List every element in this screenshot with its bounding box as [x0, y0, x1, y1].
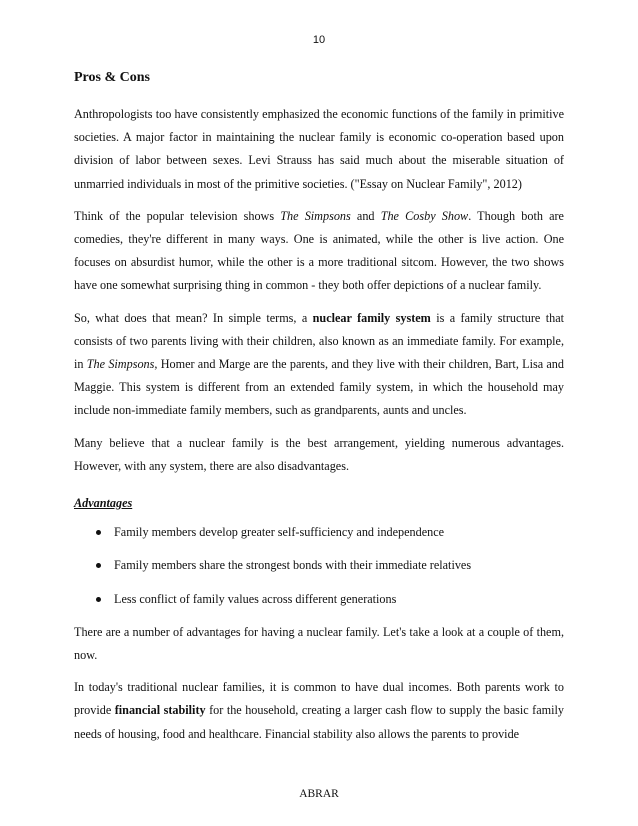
show-title-simpsons: The Simpsons [86, 357, 155, 372]
paragraph-anthropologists: Anthropologists too have consistently emphasized the economic functions of the family in primitive societies. A major factor in maintaining the nuclear family is economic co-operation based upon division of labor between sexes. Levi Strauss has said much about the miserable situation of unmarried individuals in most of the primitive societies. ("Essay on Nuclear Family", 2012) [74, 107, 564, 191]
list-item [74, 588, 564, 611]
list-item-text: Family members develop greater self-sufficiency and independence [114, 525, 445, 540]
text-run: for the household, creating a larger cash flow to supply the basic family needs of housing, food and healthcare. Financial stability also allows the parents to provide [74, 703, 564, 741]
text-run: . Though both are comedies, they're different in many ways. One is animated, while the other is live action. One focuses on absurdist humor, while the other is a more traditional sitcom. However, the two shows have one somewhat surprising thing in common - they both offer depictions of a nuclear family. [74, 208, 564, 293]
text-run: is a family structure that consists of two parents living with their children, also known as an immediate family. For example, in [74, 310, 564, 372]
bullet-icon [96, 597, 101, 602]
paragraph-definition [74, 307, 564, 423]
paragraph-advantages-intro: There are a number of advantages for having a nuclear family. Let's take a look at a couple of them, now. [74, 624, 564, 663]
advantages-list [74, 521, 564, 611]
paragraph-dual-incomes [74, 676, 564, 746]
list-item [74, 521, 564, 544]
list-item [74, 554, 564, 577]
list-item-text: Less conflict of family values across different generations [114, 591, 397, 606]
advantages-heading: Advantages [74, 496, 133, 511]
term-financial-stability: financial stability [114, 703, 206, 718]
term-nuclear-family-system: nuclear family system [312, 310, 431, 325]
bullet-icon [96, 563, 101, 568]
bullet-icon [96, 530, 101, 535]
page-number: 10 [312, 34, 326, 46]
page-footer: ABRAR [299, 788, 339, 800]
body-text [74, 103, 564, 755]
list-item-text: Family members share the strongest bonds with their immediate relatives [114, 558, 472, 573]
show-title-simpsons: The Simpsons [280, 208, 351, 223]
text-run: In today's traditional nuclear families, it is common to have dual incomes. Both parents work to provide [74, 680, 564, 718]
show-title-cosby: The Cosby Show [380, 208, 469, 223]
text-run: and [350, 208, 381, 223]
paragraph-arrangement: Many believe that a nuclear family is the best arrangement, yielding numerous advantages. However, with any system, there are also disadvantages. [74, 435, 564, 473]
text-run: , Homer and Marge are the parents, and they live with their children, Bart, Lisa and Maggie. This system is different from an extended family system, in which the household may include non-immediate family members, such as grandparents, aunts and uncles. [74, 357, 564, 418]
paragraph-tv-shows [74, 205, 564, 298]
text-run: Think of the popular television shows [74, 208, 281, 223]
text-run: So, what does that mean? In simple terms, a [74, 310, 313, 325]
section-heading: Pros & Cons [74, 70, 150, 85]
